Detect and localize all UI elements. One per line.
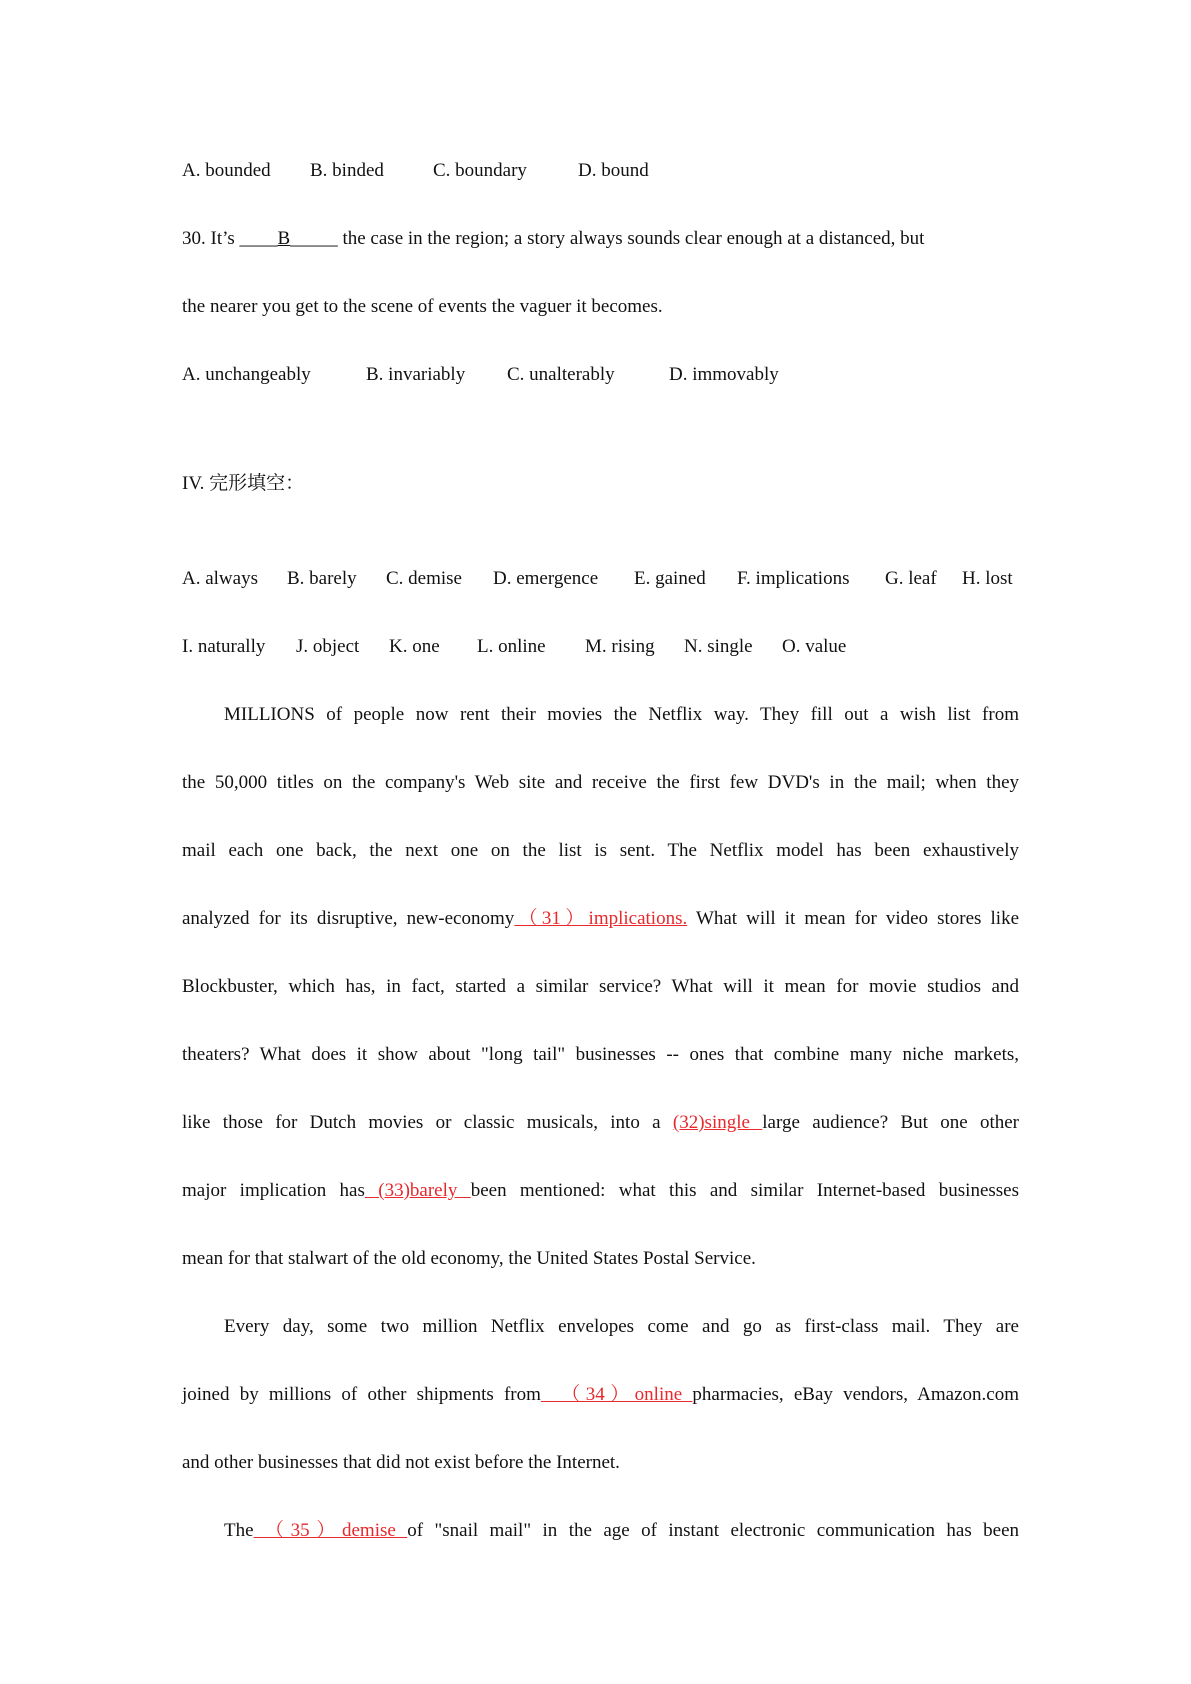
passage-p1-line2: the 50,000 titles on the company's Web site and receive the first few DVD's in the mail; when they <box>182 772 1019 793</box>
answer-34: （34）online <box>540 1384 693 1405</box>
passage-p1-line8 <box>182 1179 1019 1203</box>
section-title: IV. 完形填空： <box>182 473 305 494</box>
word-bank-row-1 <box>182 567 1019 591</box>
passage-text: been mentioned: what this and similar Internet-based businesses <box>470 1180 1019 1201</box>
word-bank-item: D. emergence <box>493 568 599 589</box>
word-bank-item: A. always <box>182 568 258 589</box>
passage-text: large audience? But one other <box>762 1112 1019 1133</box>
q30-answer: B <box>277 228 291 249</box>
q30-blank-lead: ____ <box>239 228 278 249</box>
word-bank-item: K. one <box>389 636 440 657</box>
word-bank-row-2 <box>182 635 1019 659</box>
passage-p3-line1 <box>224 1519 1019 1543</box>
q30-option-a: A. unchangeably <box>182 364 311 385</box>
passage-text: The <box>224 1520 254 1541</box>
passage-text: major implication has <box>182 1180 365 1201</box>
answer-31: （31）implications. <box>514 908 688 929</box>
word-bank-item: E. gained <box>634 568 706 589</box>
passage-text: What will it mean for video stores like <box>687 908 1020 929</box>
passage-p1-line1: MILLIONS of people now rent their movies the Netflix way. They fill out a wish list from <box>224 704 1019 725</box>
q29-option-a: A. bounded <box>182 160 271 181</box>
q29-options <box>182 159 1019 183</box>
word-bank-item: C. demise <box>386 568 462 589</box>
q30-options <box>182 363 1019 387</box>
q29-option-d: D. bound <box>578 160 649 181</box>
q29-option-c: C. boundary <box>433 160 527 181</box>
q30-option-c: C. unalterably <box>507 364 615 385</box>
word-bank-item: J. object <box>296 636 360 657</box>
word-bank-item: F. implications <box>737 568 850 589</box>
passage-p2-line2 <box>182 1383 1019 1407</box>
word-bank-item: N. single <box>684 636 753 657</box>
passage-p2-line3: and other businesses that did not exist before the Internet. <box>182 1452 620 1473</box>
word-bank-item: G. leaf <box>885 568 937 589</box>
word-bank-item: I. naturally <box>182 636 266 657</box>
passage-p1-line9: mean for that stalwart of the old economy, the United States Postal Service. <box>182 1248 756 1269</box>
word-bank-item: B. barely <box>287 568 357 589</box>
q30-suffix: the case in the region; a story always sounds clear enough at a distanced, but <box>337 228 925 249</box>
passage-p2-line1: Every day, some two million Netflix envelopes come and go as first-class mail. They are <box>224 1316 1019 1337</box>
passage-p1-line5: Blockbuster, which has, in fact, started a similar service? What will it mean for movie studios and <box>182 976 1019 997</box>
passage-p1-line3: mail each one back, the next one on the list is sent. The Netflix model has been exhaustively <box>182 840 1019 861</box>
word-bank-item: H. lost <box>962 568 1013 589</box>
q30-option-d: D. immovably <box>669 364 779 385</box>
q29-option-b: B. binded <box>310 160 384 181</box>
word-bank-item: O. value <box>782 636 847 657</box>
passage-p1-line4 <box>182 907 1019 931</box>
passage-p1-line6: theaters? What does it show about "long tail" businesses -- ones that combine many niche markets, <box>182 1044 1019 1065</box>
passage-text: like those for Dutch movies or classic musicals, into a <box>182 1112 673 1133</box>
passage-text: analyzed for its disruptive, new-economy <box>182 908 515 929</box>
answer-32: (32)single <box>672 1112 763 1133</box>
q30-blank-tail: _____ <box>290 228 338 249</box>
word-bank-item: M. rising <box>585 636 655 657</box>
answer-35: （35）demise <box>253 1520 408 1541</box>
passage-text: of "snail mail" in the age of instant electronic communication has been <box>407 1520 1019 1541</box>
word-bank-item: L. online <box>477 636 546 657</box>
q30-stem-line2: the nearer you get to the scene of events the vaguer it becomes. <box>182 296 663 317</box>
passage-p1-line7 <box>182 1111 1019 1135</box>
passage-text: joined by millions of other shipments from <box>182 1384 541 1405</box>
q30-option-b: B. invariably <box>366 364 466 385</box>
passage-text: pharmacies, eBay vendors, Amazon.com <box>692 1384 1020 1405</box>
q30-stem-line1 <box>182 227 1019 251</box>
answer-33: (33)barely <box>364 1180 471 1201</box>
q30-prefix: 30. It’s <box>182 228 240 249</box>
